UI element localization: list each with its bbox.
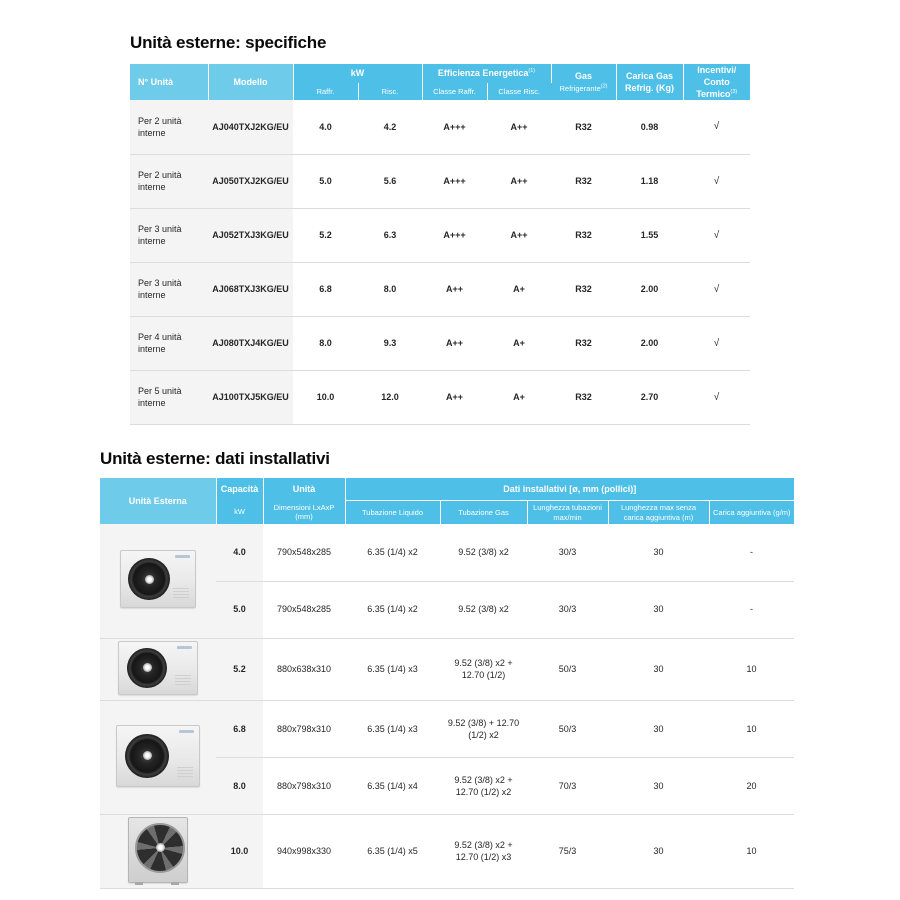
footnote-marker-1: (1): [528, 68, 536, 75]
cell-lunghezza-max: 30: [653, 547, 664, 558]
cell-tubazione-gas: 9.52 (3/8) x2 + 12.70 (1/2) x3: [440, 814, 527, 888]
cell-classe-raffr: A+++: [422, 208, 487, 262]
cell-dimensioni: 790x548x285: [276, 547, 332, 558]
cell-carica: 0.98: [640, 122, 659, 133]
cell-capacita: 4.0: [216, 524, 263, 581]
cell-gas: R32: [551, 154, 616, 208]
cell-classe-risc: A++: [487, 208, 551, 262]
cell-modello: AJ100TXJ5KG/EU: [208, 370, 293, 424]
cell-classe-risc: A+: [487, 262, 551, 316]
header-group-kw: [293, 64, 422, 83]
cell-carica-aggiuntiva: 10: [709, 700, 794, 757]
footnote-marker-3: (3): [730, 89, 738, 96]
check-mark-icon: √: [683, 262, 750, 316]
cell-tubazione-liquido: 6.35 (1/4) x2: [367, 547, 418, 558]
table-row: [130, 370, 750, 424]
cell-dimensioni: 880x798x310: [263, 757, 345, 814]
cell-carica-aggiuntiva: -: [750, 547, 754, 558]
cell-capacita: 5.0: [216, 581, 263, 638]
cell-unit-image: [100, 700, 216, 814]
header-incentivi-line2: [687, 76, 748, 100]
vent-grille-icon: [173, 588, 189, 600]
header-gas-refrigerante: [551, 64, 616, 100]
table-row: [100, 638, 794, 700]
cell-raffr: 5.2: [293, 208, 358, 262]
header-lunghezza-tubazioni: Lunghezza tubazioni max/min: [527, 501, 608, 525]
cell-tubazione-liquido: 6.35 (1/4) x3: [345, 638, 440, 700]
cell-classe-raffr: A+++: [422, 154, 487, 208]
header-classe-raffr: Classe Raffr.: [422, 83, 487, 101]
cell-lunghezza: 30/3: [558, 547, 577, 558]
cell-modello: AJ068TXJ3KG/EU: [208, 262, 293, 316]
unit-feet: [135, 882, 143, 885]
cell-carica: 2.00: [616, 262, 683, 316]
cell-dimensioni: 940x998x330: [263, 814, 345, 888]
samsung-logo-mark: [177, 646, 192, 649]
header-lunghezza-max: Lunghezza max senza carica aggiuntiva (m): [608, 501, 709, 525]
check-mark-icon: √: [683, 208, 750, 262]
cell-raffr: 6.8: [293, 262, 358, 316]
header-incentivi: [683, 64, 750, 100]
cell-gas: R32: [551, 262, 616, 316]
header-carica-aggiuntiva: Carica aggiuntiva (g/m): [709, 501, 794, 525]
cell-risc: 5.6: [358, 154, 422, 208]
cell-capacita: 8.0: [216, 757, 263, 814]
table-row: [100, 524, 794, 581]
header-tubazione-liquido: Tubazione Liquido: [345, 501, 440, 525]
table-row: [100, 814, 794, 888]
cell-tubazione-gas: 9.52 (3/8) x2 + 12.70 (1/2): [440, 638, 527, 700]
cell-dimensioni: 790x548x285: [263, 581, 345, 638]
cell-lunghezza: 70/3: [527, 757, 608, 814]
header-classe-risc: Classe Risc.: [487, 83, 551, 101]
section-title-specifiche: Unità esterne: specifiche: [130, 33, 327, 52]
cell-modello: AJ052TXJ3KG/EU: [208, 208, 293, 262]
header-n-unita-label: N° Unità: [138, 77, 174, 88]
cell-gas: R32: [551, 370, 616, 424]
check-mark-icon: √: [683, 154, 750, 208]
cell-gas: R32: [551, 208, 616, 262]
footnote-marker-2: (2): [600, 83, 608, 90]
header-kw: kW: [216, 501, 263, 525]
cell-capacita: 10.0: [216, 814, 263, 888]
header-conto-termico-text: Conto Termico: [696, 77, 731, 100]
header-unita-esterna-label: Unità Esterna: [128, 496, 187, 506]
check-mark-icon: √: [713, 121, 720, 133]
cell-classe-risc: A++: [487, 154, 551, 208]
cell-carica-aggiuntiva: 10: [709, 814, 794, 888]
cell-dimensioni: 880x798x310: [263, 700, 345, 757]
cell-carica: 2.00: [616, 316, 683, 370]
header-modello: [208, 64, 293, 100]
cell-raffr: 4.0: [319, 122, 332, 133]
vent-grille-icon: [175, 675, 191, 687]
cell-risc: 6.3: [358, 208, 422, 262]
fan-hub-icon: [143, 751, 152, 760]
cell-tubazione-liquido: 6.35 (1/4) x3: [345, 700, 440, 757]
cell-unit-image: [100, 638, 216, 700]
outdoor-unit-large-image: [128, 817, 188, 883]
cell-raffr: 10.0: [293, 370, 358, 424]
cell-capacita: 5.2: [216, 638, 263, 700]
header-carica-gas-label: Carica Gas Refrig. (Kg): [625, 71, 674, 94]
cell-lunghezza: 75/3: [527, 814, 608, 888]
cell-carica-aggiuntiva: 10: [709, 638, 794, 700]
cell-risc: 12.0: [358, 370, 422, 424]
cell-tubazione-gas: 9.52 (3/8) x2 + 12.70 (1/2) x2: [440, 757, 527, 814]
header-kw-label: kW: [350, 68, 365, 79]
check-mark-icon: √: [683, 370, 750, 424]
header-refrigerante-text: Refrigerante: [559, 84, 601, 94]
header-efficienza-label: Efficienza Energetica: [437, 68, 529, 79]
cell-classe-raffr: A++: [422, 370, 487, 424]
cell-modello: AJ080TXJ4KG/EU: [208, 316, 293, 370]
section-title-dati-installativi: Unità esterne: dati installativi: [100, 449, 330, 468]
specs-table: [130, 64, 750, 425]
cell-unit-image: [100, 524, 216, 638]
cell-modello: AJ040TXJ2KG/EU: [208, 100, 293, 154]
cell-lunghezza-max: 30: [608, 700, 709, 757]
table-row: [130, 262, 750, 316]
cell-tubazione-gas: 9.52 (3/8) x2: [440, 581, 527, 638]
fan-icon: [125, 734, 169, 778]
table-row: [100, 700, 794, 757]
cell-gas: R32: [575, 122, 592, 133]
table-row: [130, 154, 750, 208]
table-row: [130, 208, 750, 262]
cell-classe-raffr: A++: [422, 262, 487, 316]
fan-icon: [128, 558, 170, 600]
header-dimensioni: Dimensioni LxAxP (mm): [263, 501, 345, 525]
cell-lunghezza: 50/3: [527, 700, 608, 757]
installation-table: [100, 478, 794, 889]
cell-lunghezza-max: 30: [608, 757, 709, 814]
cell-n-unita: Per 5 unità interne: [130, 370, 208, 424]
header-refrigerante-label: [555, 84, 613, 93]
fan-icon: [135, 823, 185, 873]
cell-raffr: 8.0: [293, 316, 358, 370]
cell-carica-aggiuntiva: 20: [709, 757, 794, 814]
header-carica-gas: [616, 64, 683, 100]
cell-lunghezza: 30/3: [527, 581, 608, 638]
cell-n-unita: Per 2 unità interne: [130, 100, 208, 154]
outdoor-unit-image: [120, 550, 196, 608]
header-unita-esterna: [100, 478, 216, 524]
header-group-efficienza: [422, 64, 551, 83]
cell-tubazione-liquido: 6.35 (1/4) x2: [345, 581, 440, 638]
samsung-logo-mark: [175, 555, 190, 558]
header-n-unita: [130, 64, 208, 100]
header-modello-label: Modello: [233, 77, 268, 88]
vent-grille-icon: [177, 767, 193, 779]
cell-classe-risc: A+: [487, 370, 551, 424]
fan-hub-icon: [145, 575, 154, 584]
cell-modello: AJ050TXJ2KG/EU: [208, 154, 293, 208]
cell-n-unita: Per 3 unità interne: [130, 208, 208, 262]
cell-tubazione-gas: 9.52 (3/8) x2: [458, 547, 509, 558]
outdoor-unit-image: [118, 641, 198, 695]
samsung-logo-mark: [179, 730, 194, 733]
cell-lunghezza-max: 30: [608, 814, 709, 888]
header-tubazione-gas: Tubazione Gas: [440, 501, 527, 525]
table-row: [130, 316, 750, 370]
cell-lunghezza-max: 30: [608, 581, 709, 638]
table-row: [130, 100, 750, 154]
cell-classe-raffr: A+++: [443, 122, 466, 133]
cell-classe-raffr: A++: [422, 316, 487, 370]
outdoor-unit-image: [116, 725, 200, 787]
cell-lunghezza: 50/3: [527, 638, 608, 700]
cell-carica: 1.55: [616, 208, 683, 262]
fan-hub-icon: [143, 663, 152, 672]
header-incentivi-line1: Incentivi/: [697, 65, 737, 75]
header-raffr: Raffr.: [293, 83, 358, 101]
fan-hub-icon: [156, 843, 165, 852]
header-group-dati-installativi: Dati installativi [ø, mm (pollici)]: [345, 478, 794, 501]
cell-raffr: 5.0: [293, 154, 358, 208]
cell-risc: 9.3: [358, 316, 422, 370]
cell-unit-image: [100, 814, 216, 888]
header-risc: Risc.: [358, 83, 422, 101]
cell-carica-aggiuntiva: -: [709, 581, 794, 638]
header-group-unita: Unità: [263, 478, 345, 501]
cell-n-unita: Per 3 unità interne: [130, 262, 208, 316]
header-group-capacita: Capacità: [216, 478, 263, 501]
cell-classe-risc: A++: [510, 122, 528, 133]
header-gas-label: Gas: [574, 71, 592, 82]
fan-icon: [127, 648, 167, 688]
cell-dimensioni: 880x638x310: [263, 638, 345, 700]
cell-carica: 1.18: [616, 154, 683, 208]
cell-n-unita: Per 4 unità interne: [130, 316, 208, 370]
cell-n-unita: Per 2 unità interne: [130, 154, 208, 208]
cell-risc: 4.2: [383, 122, 397, 133]
check-mark-icon: √: [683, 316, 750, 370]
cell-carica: 2.70: [616, 370, 683, 424]
cell-risc: 8.0: [358, 262, 422, 316]
cell-capacita: 6.8: [216, 700, 263, 757]
cell-lunghezza-max: 30: [608, 638, 709, 700]
cell-tubazione-liquido: 6.35 (1/4) x5: [345, 814, 440, 888]
cell-gas: R32: [551, 316, 616, 370]
cell-tubazione-gas: 9.52 (3/8) + 12.70 (1/2) x2: [440, 700, 527, 757]
cell-tubazione-liquido: 6.35 (1/4) x4: [345, 757, 440, 814]
cell-classe-risc: A+: [487, 316, 551, 370]
